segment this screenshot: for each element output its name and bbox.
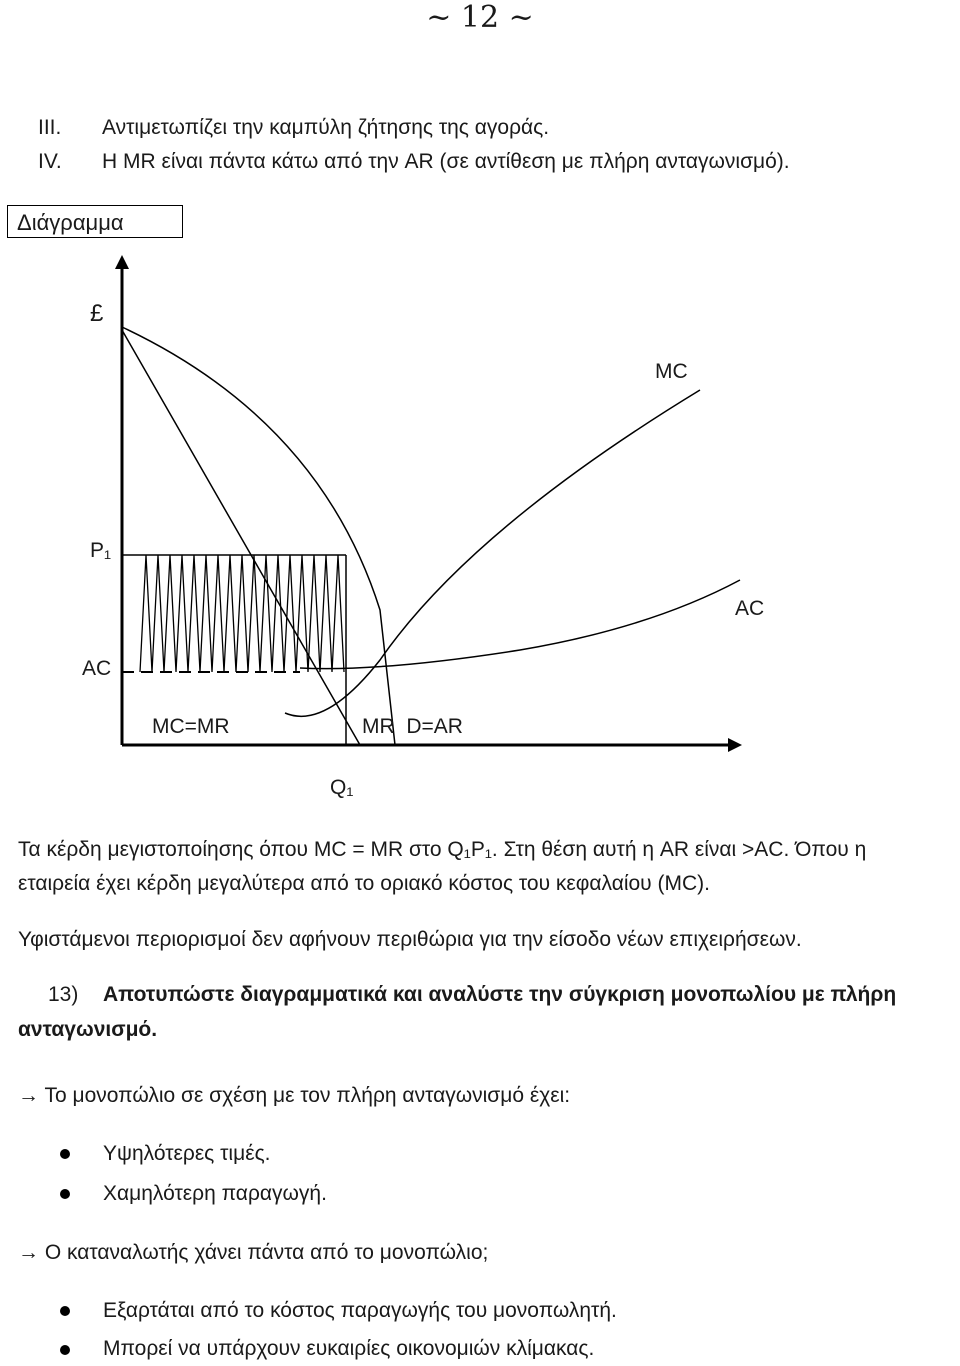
bullet-icon (60, 1189, 70, 1199)
bullet-item: Εξαρτάται από το κόστος παραγωγής του μονοπωλητή. (103, 1299, 617, 1322)
p1-label: P₁ (90, 539, 112, 562)
question-line-1: Αποτυπώστε διαγραμματικά και αναλύστε την σύγκριση μονοπωλίου με πλήρη (103, 983, 897, 1006)
arrow-statement-1: → Το μονοπώλιο σε σχέση με τον πλήρη ανταγωνισμό έχει: (18, 1084, 571, 1107)
bullet-item: Υψηλότερες τιμές. (103, 1142, 271, 1165)
ac-left-label: AC (82, 657, 112, 680)
ac-curve (300, 580, 740, 669)
arrow-statement-2: → Ο καταναλωτής χάνει πάντα από το μονοπώλιο; (18, 1241, 489, 1264)
bullet-icon (60, 1149, 70, 1159)
page-number: ~ 12 ~ (426, 0, 534, 35)
profit-shading (140, 555, 344, 672)
question-number: 13) (48, 983, 79, 1006)
list-text-3: Αντιμετωπίζει την καμπύλη ζήτησης της αγοράς. (102, 116, 550, 139)
q1-label: Q₁ (330, 776, 354, 799)
entry-barriers-text: Υφιστάμενοι περιορισμοί δεν αφήνουν περιθώρια για την είσοδο νέων επιχειρήσεων. (18, 928, 802, 951)
bullet-item: Μπορεί να υπάρχουν ευκαιρίες οικονομιών κλίμακας. (103, 1337, 595, 1360)
mc-curve (285, 390, 700, 716)
list-num-3: III. (38, 116, 62, 139)
mc-eq-mr-label: MC=MR (152, 715, 230, 738)
list-text-4: Η MR είναι πάντα κάτω από την AR (σε αντίθεση με πλήρη ανταγωνισμό). (102, 150, 790, 173)
explanation-line-1: Τα κέρδη μεγιστοποίησης όπου MC = MR στο Q₁P₁. Στη θέση αυτή η AR είναι >AC. Όπου η (18, 838, 867, 861)
ac-right-label: AC (735, 597, 765, 620)
explanation-line-2: εταιρεία έχει κέρδη μεγαλύτερα από το οριακό κόστος του κεφαλαίου (MC). (18, 872, 710, 895)
mr-line (122, 330, 360, 745)
bullet-icon (60, 1345, 70, 1355)
demand-ar-curve (122, 327, 395, 745)
diagram-title: Διάγραμμα (17, 210, 124, 235)
question-line-2: ανταγωνισμό. (18, 1018, 158, 1041)
mc-label: MC (655, 360, 688, 383)
list-num-4: IV. (38, 150, 62, 173)
bullet-item: Χαμηλότερη παραγωγή. (103, 1182, 327, 1205)
y-axis-label: £ (90, 300, 104, 327)
bullet-icon (60, 1306, 70, 1316)
mr-dar-label: MR D=AR (362, 715, 463, 738)
